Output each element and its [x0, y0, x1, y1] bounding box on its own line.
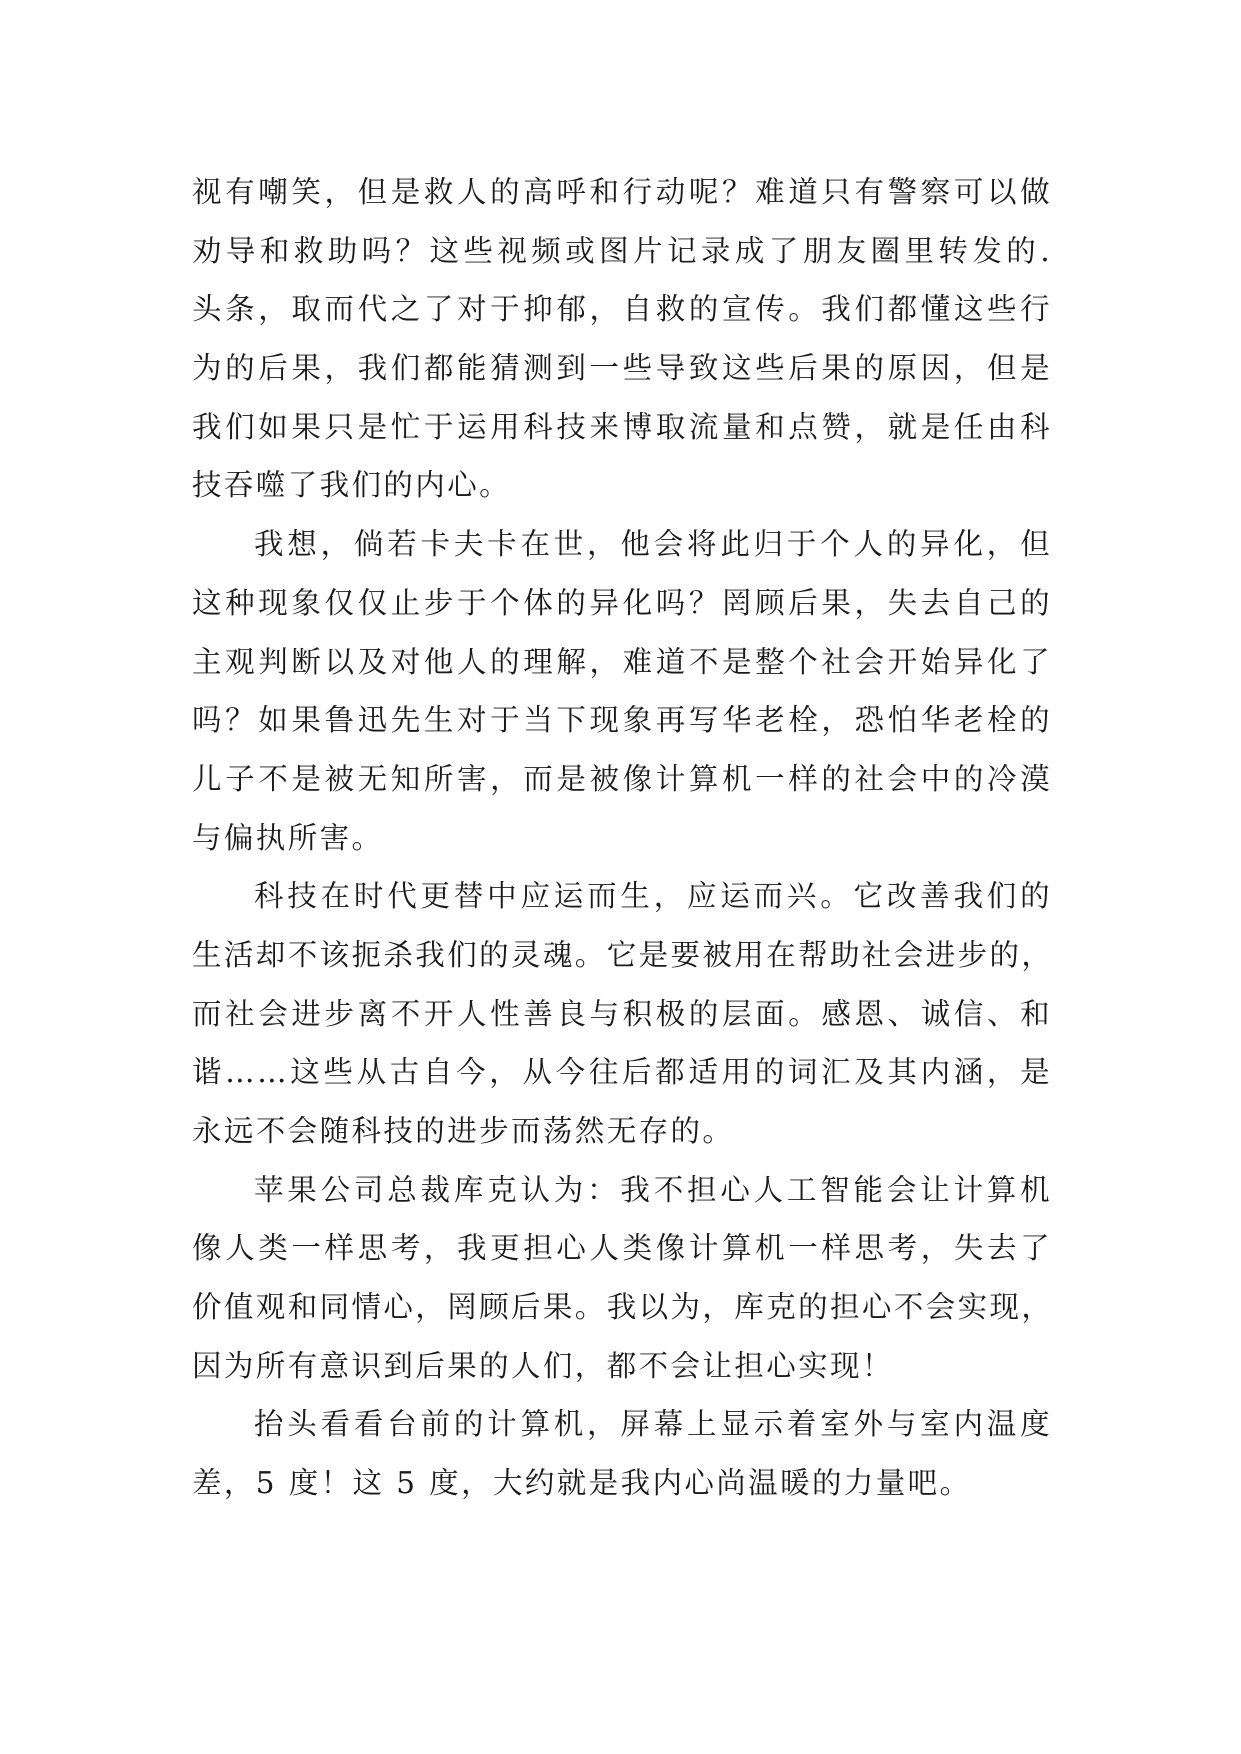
text-line: 与偏执所害。: [192, 820, 384, 855]
text-line: 像人类一样思考，我更担心人类像计算机一样思考，失去了: [192, 1231, 1052, 1266]
paragraph-first-line: 我想，倘若卡夫卡在世，他会将此归于个人的异化，但: [254, 527, 1052, 562]
text-line: 我们如果只是忙于运用科技来博取流量和点赞，就是任由科: [192, 409, 1052, 444]
text-line: 视有嘲笑，但是救人的高呼和行动呢？难道只有警察可以做: [192, 175, 1052, 209]
text-line: 而社会进步离不开人性善良与积极的层面。感恩、诚信、和: [192, 996, 1052, 1031]
text-line: 主观判断以及对他人的理解，难道不是整个社会开始异化了: [192, 644, 1052, 679]
text-line: 吗？如果鲁迅先生对于当下现象再写华老栓，恐怕华老栓的: [192, 703, 1052, 738]
text-line: 为的后果，我们都能猜测到一些导致这些后果的原因，但是: [192, 351, 1052, 386]
paragraph-first-line: 苹果公司总裁库克认为：我不担心人工智能会让计算机: [254, 1172, 1052, 1207]
paragraph-first-line: 科技在时代更替中应运而生，应运而兴。它改善我们的: [254, 879, 1052, 914]
text-line: 儿子不是被无知所害，而是被像计算机一样的社会中的冷漠: [192, 761, 1052, 796]
text-line: 因为所有意识到后果的人们，都不会让担心实现！: [192, 1348, 894, 1383]
text-line: 价值观和同情心，罔顾后果。我以为，库克的担心不会实现，: [192, 1290, 1054, 1325]
document-body: [192, 163, 1052, 1513]
text-line: 差，5 度！这 5 度，大约就是我内心尚温暖的力量吧。: [192, 1466, 972, 1501]
text-line: 头条，取而代之了对于抑郁，自救的宣传。我们都懂这些行: [192, 292, 1052, 327]
text-line: 谐……这些从古自今，从今往后都适用的词汇及其内涵，是: [192, 1055, 1052, 1090]
text-line: 生活却不该扼杀我们的灵魂。它是要被用在帮助社会进步的，: [192, 937, 1054, 972]
text-line: 技吞噬了我们的内心。: [192, 468, 512, 503]
text-line: 劝导和救助吗？这些视频或图片记录成了朋友圈里转发的.: [192, 233, 1052, 268]
text-line: 永远不会随科技的进步而荡然无存的。: [192, 1114, 735, 1148]
text-line: 这种现象仅仅止步于个体的异化吗？罔顾后果，失去自己的: [192, 585, 1052, 620]
paragraph-first-line: 抬头看看台前的计算机，屏幕上显示着室外与室内温度: [254, 1407, 1052, 1442]
